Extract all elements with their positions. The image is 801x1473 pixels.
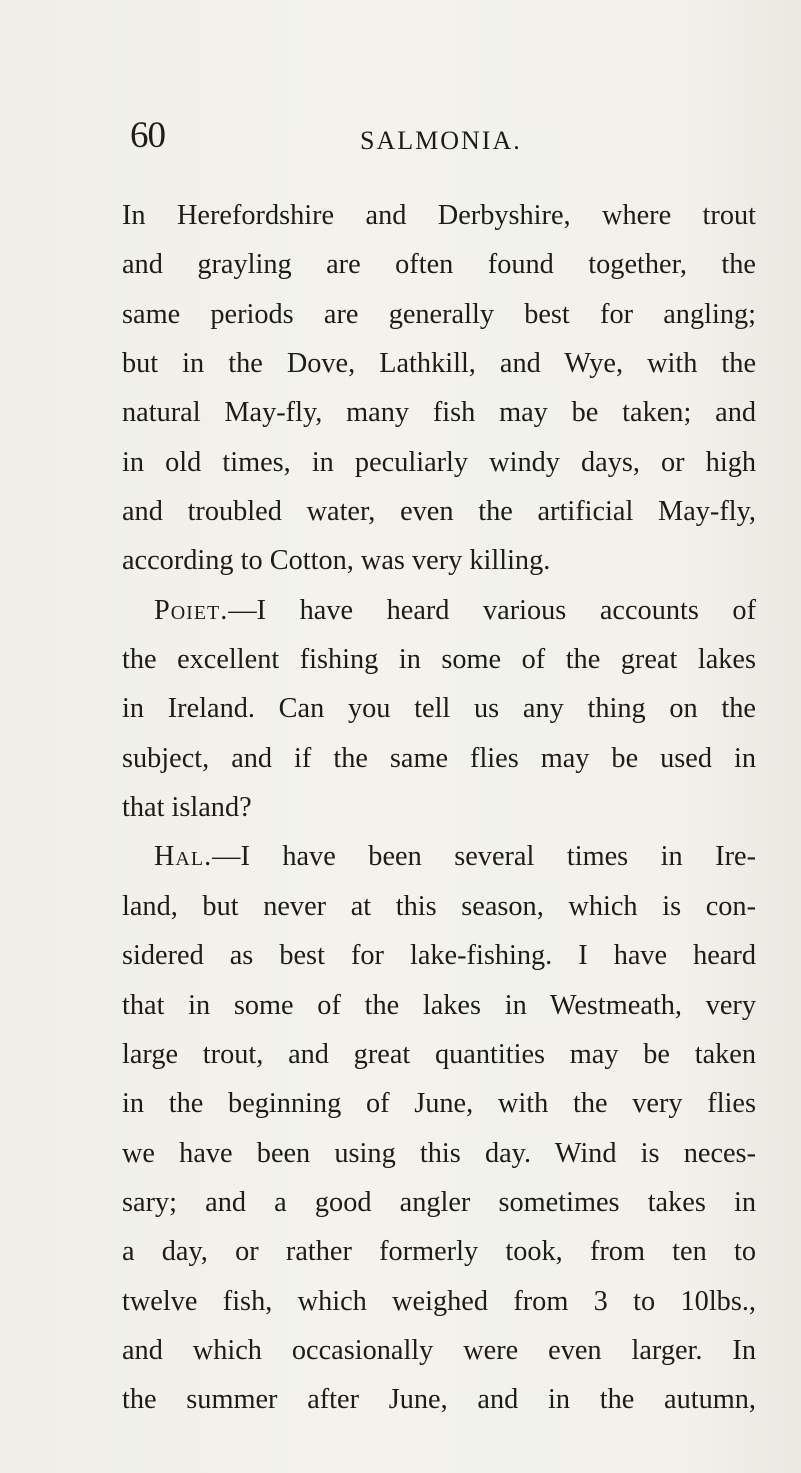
speaker-line (122, 832, 756, 881)
speaker-name: Hal. (154, 841, 213, 873)
speaker-text: —I have been several times in Ire- (212, 841, 756, 873)
page-header (0, 116, 801, 166)
text-line: In Herefordshire and Derbyshire, where trout (122, 200, 756, 231)
text-line: twelve fish, which weighed from 3 to 10lbs., (122, 1285, 756, 1317)
text-line: a day, or rather formerly took, from ten to (122, 1236, 756, 1268)
body-text (122, 191, 756, 1425)
text-line: that island? (122, 792, 252, 824)
text-line: same periods are generally best for angling; (122, 298, 756, 330)
text-line: but in the Dove, Lathkill, and Wye, with the (122, 348, 756, 380)
page-number: 60 (130, 115, 165, 156)
text-line: in the beginning of June, with the very flies (122, 1088, 756, 1120)
text-line: natural May-fly, many fish may be taken; and (122, 397, 756, 429)
text-line: large trout, and great quantities may be taken (122, 1038, 756, 1070)
text-line: we have been using this day. Wind is neces- (122, 1137, 756, 1169)
text-line: sary; and a good angler sometimes takes in (122, 1186, 756, 1218)
text-line: the excellent fishing in some of the great lakes (122, 644, 756, 676)
speaker-text: —I have heard various accounts of (228, 594, 756, 626)
text-line: in old times, in peculiarly windy days, or high (122, 446, 756, 478)
text-line: sidered as best for lake-fishing. I have heard (122, 940, 756, 972)
text-line: and which occasionally were even larger. In (122, 1334, 756, 1366)
text-line: the summer after June, and in the autumn, (122, 1384, 756, 1416)
text-line: according to Cotton, was very killing. (122, 545, 551, 577)
text-line: and troubled water, even the artificial May-fly, (122, 496, 756, 528)
text-line: subject, and if the same flies may be used in (122, 742, 756, 774)
speaker-name: Poiet. (154, 594, 229, 626)
running-head: SALMONIA. (360, 126, 522, 155)
text-line: and grayling are often found together, the (122, 249, 756, 281)
speaker-line (122, 586, 756, 635)
text-line: that in some of the lakes in Westmeath, very (122, 989, 756, 1021)
text-line: in Ireland. Can you tell us any thing on the (122, 693, 756, 725)
text-line: land, but never at this season, which is con- (122, 890, 756, 922)
